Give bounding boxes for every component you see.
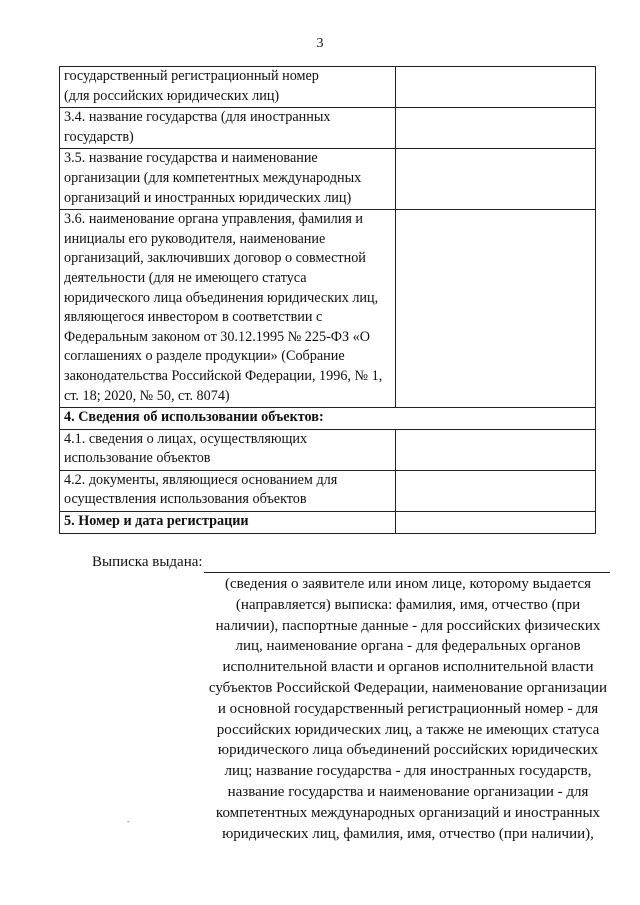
scan-mark: - [127,817,130,826]
section-header-row [60,408,596,430]
table-row [60,108,596,149]
section-title: 4. Сведения об использовании объектов: [60,408,596,430]
page-number: 3 [316,36,324,51]
field-value [396,210,596,408]
field-value [396,108,596,149]
field-label: государственный регистрационный номер (для российских юридических лиц) [60,67,396,108]
issued-underline [204,572,610,573]
table-row [60,67,596,108]
field-label: 4.1. сведения о лицах, осуществляющих использование объектов [60,429,396,470]
table-row [60,210,596,408]
field-value [396,470,596,511]
table-row [60,149,596,210]
table-row [60,470,596,511]
table-row [60,512,596,534]
field-label: 4.2. документы, являющиеся основанием для осуществления использования объектов [60,470,396,511]
field-label: 3.4. название государства (для иностранных государств) [60,108,396,149]
table-row [60,429,596,470]
section-title: 5. Номер и дата регистрации [60,512,396,534]
registration-extract-table [59,66,596,534]
field-value [396,429,596,470]
field-label: 3.5. название государства и наименование организации (для компетентных международных организаций и иностранных юридических лиц) [60,149,396,210]
field-value [396,67,596,108]
field-value [396,512,596,534]
field-value [396,149,596,210]
field-label: 3.6. наименование органа управления, фамилия и инициалы его руководителя, наименование организаций, заключивших договор о совместной деятельности (для не имеющего статуса юридического лица объединения юридических лиц, являющегося инвестором в соответствии с Федеральным законом от 30.12.1995 № 225-ФЗ «О соглашениях о разделе продукции» (Собрание законодательства Российской Федерации, 1996, № 1, ст. 18; 2020, № 50, ст. 8074) [60,210,396,408]
issued-label: Выписка выдана: [92,554,203,570]
issued-note: (сведения о заявителе или ином лице, которому выдается (направляется) выписка: фамилия, имя, отчество (при наличии), паспортные данные - для российских физических лиц, наименование органа - для федеральных органов исполнительной власти и органов исполнительной власти субъектов Российской Федерации, наименование организации и основной государственный регистрационный номер - для российских юридических лиц, а также не имеющих статуса юридического лица объединений российских юридических лиц; название государства - для иностранных государств, название государства и наименование организации - для компетентных международных организаций и иностранных юридических лиц, фамилия, имя, отчество (при наличии), [208,576,608,842]
